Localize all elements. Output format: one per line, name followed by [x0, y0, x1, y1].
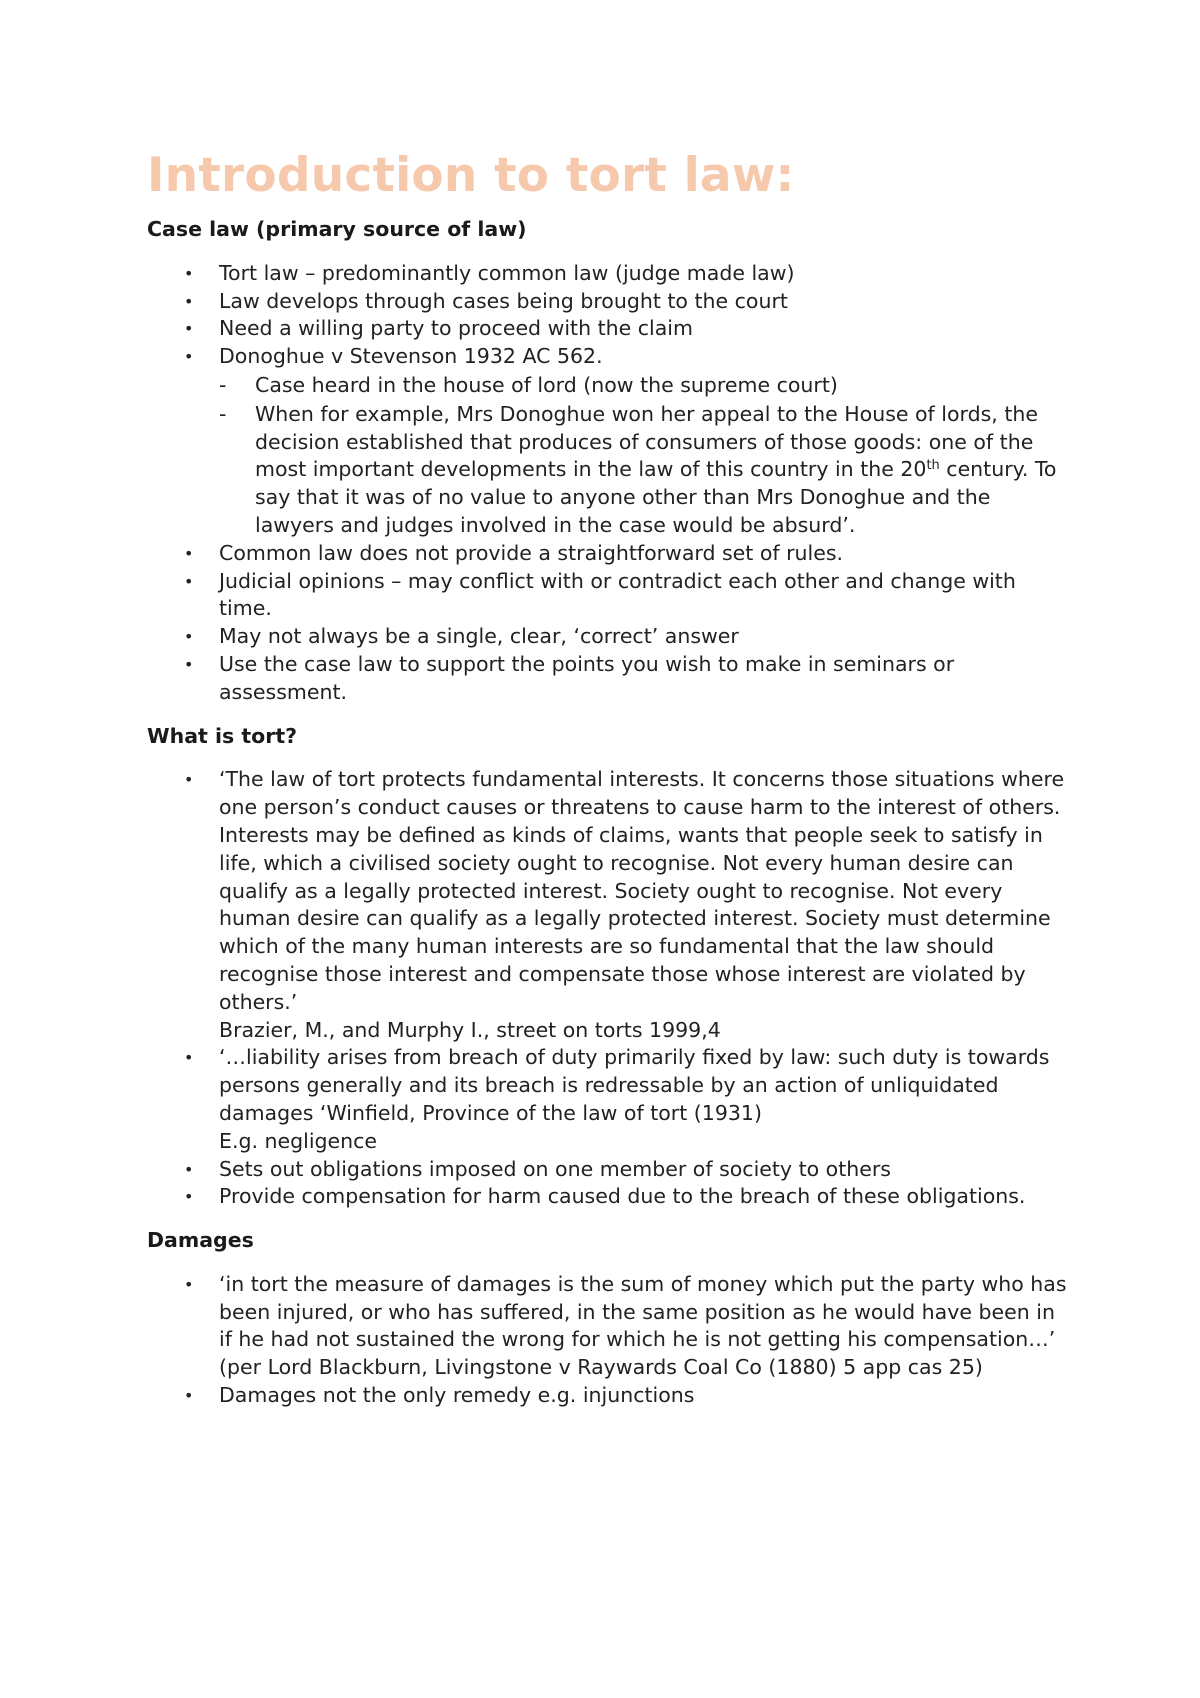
bullet-icon: •: [184, 1159, 194, 1179]
list-item: [147, 315, 1067, 343]
list-item: [147, 623, 1067, 651]
document-content: [147, 140, 1067, 1410]
list-item: [147, 260, 1067, 288]
list-item: [147, 1183, 1067, 1211]
list-item: [147, 651, 1067, 707]
list-item-text: Sets out obligations imposed on one member of society to others: [219, 1156, 891, 1181]
ordinal-superscript: th: [926, 458, 940, 474]
dash-icon: -: [219, 401, 227, 426]
bullet-icon: •: [184, 263, 194, 283]
list-item: [147, 766, 1067, 1044]
sub-list-item-text: Case heard in the house of lord (now the supreme court): [255, 372, 838, 397]
heading-damages: Damages: [147, 1228, 254, 1253]
case-law-list: [147, 260, 1067, 707]
list-item-text: Damages not the only remedy e.g. injunctions: [219, 1383, 695, 1408]
citation-text: (per Lord Blackburn, Livingstone v Raywards Coal Co (1880) 5 app cas 25): [219, 1355, 983, 1380]
list-item-text: Provide compensation for harm caused due to the breach of these obligations.: [219, 1184, 1026, 1209]
text-before-superscript: When for example, Mrs Donoghue won her appeal to the House of lords, the decision established that produces of consumers of those goods: one of the most important developments in the law of this country in the 20: [255, 401, 1038, 482]
what-is-tort-list: [147, 766, 1067, 1211]
example-text: E.g. negligence: [219, 1128, 378, 1153]
list-item: [147, 568, 1067, 624]
list-item: [147, 1156, 1067, 1184]
list-item: [147, 1271, 1067, 1382]
list-item-text: Judicial opinions – may conflict with or contradict each other and change with time.: [219, 568, 1016, 621]
list-item-text: Common law does not provide a straightforward set of rules.: [219, 540, 844, 565]
bullet-icon: •: [184, 319, 194, 339]
bullet-icon: •: [184, 1274, 194, 1294]
list-item-text: Need a willing party to proceed with the claim: [219, 316, 693, 341]
bullet-icon: •: [184, 1048, 194, 1068]
bullet-icon: •: [184, 571, 194, 591]
list-item-text: Donoghue v Stevenson 1932 AC 562.: [219, 344, 603, 369]
list-item: [147, 540, 1067, 568]
list-item: [147, 343, 1067, 540]
damages-list: [147, 1271, 1067, 1410]
sub-list-item: [219, 401, 1067, 540]
list-item: [147, 1044, 1067, 1155]
bullet-icon: •: [184, 1386, 194, 1406]
text-after-superscript: century. To say that it was of no value to anyone other than Mrs Donoghue and the lawyers and judges involved in the case would be absurd’.: [255, 457, 1057, 537]
bullet-icon: •: [184, 627, 194, 647]
list-item-text: Law develops through cases being brought to the court: [219, 288, 788, 313]
bullet-icon: •: [184, 347, 194, 367]
bullet-icon: •: [184, 770, 194, 790]
bullet-icon: •: [184, 543, 194, 563]
heading-what-is-tort: What is tort?: [147, 723, 298, 748]
heading-case-law: Case law (primary source of law): [147, 217, 527, 241]
quote-text: ‘…liability arises from breach of duty primarily fixed by law: such duty is towards persons generally and its breach is redressable by an action of unliquidated damages ‘Winfield, Province of the law of tort (1931): [219, 1045, 1050, 1125]
list-item-text: Tort law – predominantly common law (judge made law): [219, 260, 795, 285]
quote-text: ‘in tort the measure of damages is the sum of money which put the party who has been injured, or who has suffered, in the same position as he would have been in if he had not sustained the wrong for which he is not getting his compensation…’: [219, 1271, 1067, 1352]
quote-text: ‘The law of tort protects fundamental interests. It concerns those situations where one person’s conduct causes or threatens to cause harm to the interest of others. Interests may be defined as kinds of claims, wants that people seek to satisfy in life, which a civilised society ought to recognise. Not every human desire can qualify as a legally protected interest. Society ought to recognise. Not every human desire can qualify as a legally protected interest. Society must determine which of the many human interests are so fundamental that the law should recognise those interest and compensate those whose interest are violated by others.’: [219, 767, 1065, 1014]
donoghue-sublist: [219, 372, 1067, 540]
bullet-icon: •: [184, 1187, 194, 1207]
citation-text: Brazier, M., and Murphy I., street on torts 1999,4: [219, 1017, 721, 1042]
page-title: Introduction to tort law:: [147, 148, 795, 203]
list-item-text: Use the case law to support the points you wish to make in seminars or assessment.: [219, 651, 955, 704]
list-item: [147, 288, 1067, 316]
dash-icon: -: [219, 372, 227, 397]
list-item: [147, 1382, 1067, 1410]
list-item-text: May not always be a single, clear, ‘correct’ answer: [219, 624, 739, 649]
sub-list-item-text: [255, 402, 1056, 537]
sub-list-item: [219, 372, 1067, 400]
bullet-icon: •: [184, 654, 194, 674]
bullet-icon: •: [184, 291, 194, 311]
